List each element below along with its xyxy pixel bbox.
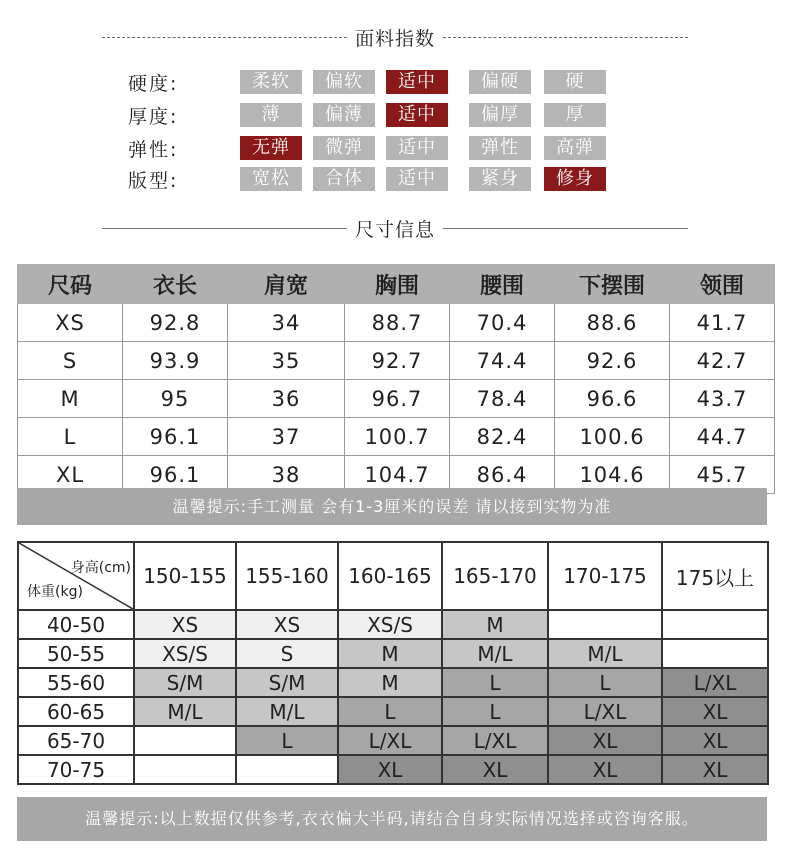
fabric-option: 微弹	[313, 136, 375, 160]
fabric-option: 宽松	[240, 167, 302, 191]
fit-chart-corner	[18, 542, 134, 610]
weight-axis-label: 体重(kg)	[27, 584, 83, 600]
recommended-size-cell	[236, 755, 338, 784]
fit-row	[18, 668, 768, 697]
recommended-size-cell	[134, 755, 236, 784]
size-label-cell: S	[18, 342, 123, 380]
recommended-size-cell: M	[442, 610, 548, 639]
recommended-size-cell: L/XL	[338, 726, 442, 755]
size-column-header: 尺码	[18, 265, 123, 304]
recommended-size-cell: XS/S	[338, 610, 442, 639]
size-value-cell: 44.7	[670, 418, 775, 456]
recommended-size-cell: S/M	[236, 668, 338, 697]
recommended-size-cell: XL	[548, 755, 662, 784]
size-value-cell: 78.4	[450, 380, 555, 418]
fabric-row-label: 弹性:	[128, 138, 179, 161]
height-range-header: 170-175	[548, 542, 662, 610]
size-value-cell: 92.7	[345, 342, 450, 380]
recommended-size-cell	[548, 610, 662, 639]
fabric-row	[128, 103, 238, 127]
height-range-header: 165-170	[442, 542, 548, 610]
recommended-size-cell: XL	[662, 755, 768, 784]
fabric-row-label: 硬度:	[128, 72, 179, 95]
height-axis-label: 身高(cm)	[70, 560, 131, 576]
size-row	[18, 342, 775, 380]
size-row	[18, 418, 775, 456]
fabric-option: 合体	[313, 167, 375, 191]
size-value-cell: 42.7	[670, 342, 775, 380]
size-value-cell: 92.8	[123, 304, 228, 342]
fabric-row	[128, 136, 238, 160]
size-label-cell: M	[18, 380, 123, 418]
size-column-header: 腰围	[450, 265, 555, 304]
height-range-header: 160-165	[338, 542, 442, 610]
fabric-row	[128, 167, 238, 191]
fabric-option: 高弹	[544, 136, 606, 160]
weight-range-cell: 60-65	[18, 697, 134, 726]
fabric-option: 薄	[240, 103, 302, 127]
size-value-cell: 96.1	[123, 418, 228, 456]
measurement-note: 温馨提示:手工测量 会有1-3厘米的误差 请以接到实物为准	[17, 488, 767, 525]
recommended-size-cell: XL	[662, 726, 768, 755]
weight-range-cell: 65-70	[18, 726, 134, 755]
size-value-cell: 104.6	[555, 456, 670, 494]
size-label-cell: XL	[18, 456, 123, 494]
fabric-option: 偏厚	[469, 103, 531, 127]
header-divider	[102, 37, 347, 38]
size-column-header: 下摆围	[555, 265, 670, 304]
size-value-cell: 41.7	[670, 304, 775, 342]
recommended-size-cell: L/XL	[548, 697, 662, 726]
size-value-cell: 70.4	[450, 304, 555, 342]
size-value-cell: 96.1	[123, 456, 228, 494]
recommended-size-cell: XL	[338, 755, 442, 784]
size-value-cell: 36	[228, 380, 345, 418]
recommended-size-cell: XS	[236, 610, 338, 639]
recommended-size-cell: M	[338, 668, 442, 697]
size-value-cell: 104.7	[345, 456, 450, 494]
recommended-size-cell: XL	[662, 697, 768, 726]
weight-range-cell: 70-75	[18, 755, 134, 784]
size-row	[18, 380, 775, 418]
fabric-row-label: 版型:	[128, 169, 179, 192]
fabric-option: 适中	[386, 167, 448, 191]
fit-row	[18, 610, 768, 639]
size-column-header: 胸围	[345, 265, 450, 304]
recommended-size-cell: M/L	[442, 639, 548, 668]
recommended-size-cell: L	[338, 697, 442, 726]
size-value-cell: 88.7	[345, 304, 450, 342]
size-value-cell: 37	[228, 418, 345, 456]
size-value-cell: 43.7	[670, 380, 775, 418]
size-label-cell: XS	[18, 304, 123, 342]
size-value-cell: 96.6	[555, 380, 670, 418]
recommended-size-cell	[662, 639, 768, 668]
recommended-size-cell: L	[236, 726, 338, 755]
size-value-cell: 100.6	[555, 418, 670, 456]
recommended-size-cell: L/XL	[662, 668, 768, 697]
fabric-option-selected: 适中	[386, 103, 448, 127]
header-divider	[443, 37, 688, 38]
size-value-cell: 100.7	[345, 418, 450, 456]
fabric-row-label: 厚度:	[128, 105, 179, 128]
weight-range-cell: 50-55	[18, 639, 134, 668]
size-value-cell: 88.6	[555, 304, 670, 342]
fit-row	[18, 697, 768, 726]
size-value-cell: 95	[123, 380, 228, 418]
fabric-option: 硬	[544, 70, 606, 94]
weight-range-cell: 40-50	[18, 610, 134, 639]
recommended-size-cell: L	[442, 668, 548, 697]
fit-row	[18, 639, 768, 668]
recommended-size-cell: M	[338, 639, 442, 668]
size-value-cell: 86.4	[450, 456, 555, 494]
fabric-option: 偏薄	[313, 103, 375, 127]
recommended-size-cell: L	[442, 697, 548, 726]
fit-row	[18, 726, 768, 755]
recommended-size-cell: S	[236, 639, 338, 668]
fit-chart-table	[17, 541, 769, 785]
recommended-size-cell: M/L	[236, 697, 338, 726]
fabric-option: 偏软	[313, 70, 375, 94]
size-value-cell: 74.4	[450, 342, 555, 380]
header-divider	[443, 228, 688, 229]
size-column-header: 衣长	[123, 265, 228, 304]
recommended-size-cell: L	[548, 668, 662, 697]
size-info-header	[0, 215, 790, 242]
fabric-option: 适中	[386, 136, 448, 160]
fabric-option-selected: 无弹	[240, 136, 302, 160]
size-value-cell: 96.7	[345, 380, 450, 418]
recommended-size-cell: M/L	[134, 697, 236, 726]
size-value-cell: 92.6	[555, 342, 670, 380]
recommended-size-cell: L/XL	[442, 726, 548, 755]
weight-range-cell: 55-60	[18, 668, 134, 697]
size-value-cell: 34	[228, 304, 345, 342]
recommended-size-cell	[662, 610, 768, 639]
fit-row	[18, 755, 768, 784]
size-value-cell: 38	[228, 456, 345, 494]
size-column-header: 领围	[670, 265, 775, 304]
size-value-cell: 93.9	[123, 342, 228, 380]
size-column-header: 肩宽	[228, 265, 345, 304]
recommended-size-cell: S/M	[134, 668, 236, 697]
recommended-size-cell: XL	[548, 726, 662, 755]
recommended-size-cell: XS	[134, 610, 236, 639]
size-value-cell: 45.7	[670, 456, 775, 494]
fabric-option-selected: 适中	[386, 70, 448, 94]
fabric-option: 弹性	[469, 136, 531, 160]
fabric-row	[128, 70, 238, 94]
fabric-option: 偏硬	[469, 70, 531, 94]
recommended-size-cell	[134, 726, 236, 755]
size-info-title: 尺寸信息	[354, 219, 435, 241]
recommended-size-cell: XS/S	[134, 639, 236, 668]
fabric-option: 紧身	[469, 167, 531, 191]
size-value-cell: 35	[228, 342, 345, 380]
header-divider	[102, 228, 347, 229]
size-table	[17, 264, 775, 494]
size-table-header	[18, 265, 775, 304]
fit-chart-header	[18, 542, 768, 610]
size-value-cell: 82.4	[450, 418, 555, 456]
fabric-index-title: 面料指数	[354, 28, 435, 50]
size-row	[18, 304, 775, 342]
fabric-index-header	[0, 24, 790, 51]
recommended-size-cell: M/L	[548, 639, 662, 668]
height-range-header: 175以上	[662, 542, 768, 610]
recommended-size-cell: XL	[442, 755, 548, 784]
size-advice-note: 温馨提示:以上数据仅供参考,衣衣偏大半码,请结合自身实际情况选择或咨询客服。	[17, 797, 767, 841]
fabric-option-selected: 修身	[544, 167, 606, 191]
height-range-header: 150-155	[134, 542, 236, 610]
height-range-header: 155-160	[236, 542, 338, 610]
fabric-option: 厚	[544, 103, 606, 127]
fabric-option: 柔软	[240, 70, 302, 94]
size-label-cell: L	[18, 418, 123, 456]
